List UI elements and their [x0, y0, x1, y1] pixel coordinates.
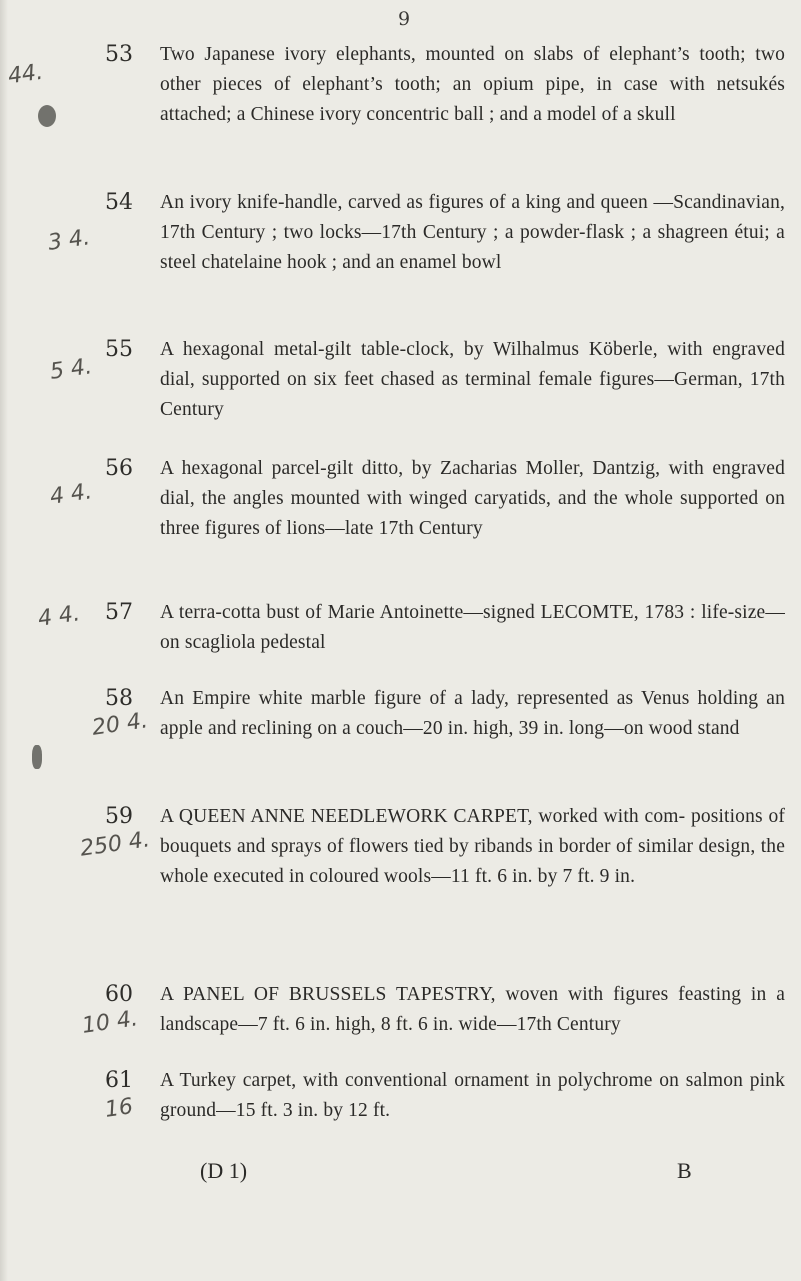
- handwritten-note: 5 4.: [48, 354, 94, 385]
- handwritten-note: 16: [103, 1094, 135, 1123]
- handwritten-note: 4 4.: [36, 601, 82, 632]
- lot-description: A terra-cotta bust of Marie Antoinette—signed LECOMTE, 1783 : life-size—on scagliola pedestal: [160, 602, 785, 653]
- lot-description: A hexagonal metal-gilt table-clock, by Wilhalmus Köberle, with engraved dial, supported on six feet chased as terminal female figures—German, 17th Century: [160, 339, 785, 420]
- lot-number: 60: [105, 982, 133, 1007]
- lot-number: 56: [105, 456, 133, 481]
- lot-description: A Turkey carpet, with conventional ornament in polychrome on salmon pink ground—15 ft. 3 in. by 12 ft.: [160, 1070, 785, 1121]
- lot-description: A PANEL OF BRUSSELS TAPESTRY, woven with figures feasting in a landscape—7 ft. 6 in. high, 8 ft. 6 in. wide—17th Century: [160, 984, 785, 1035]
- lot-number: 58: [105, 686, 133, 711]
- handwritten-note: 10 4.: [80, 1006, 140, 1039]
- lot-number: 57: [105, 600, 133, 625]
- ink-blot: [38, 105, 56, 127]
- lot-description: An ivory knife-handle, carved as figures of a king and queen —Scandinavian, 17th Century ; two locks—17th Century ; a powder-flask ; a shagreen étui; a steel chatelaine hook ; and an enamel bowl: [160, 192, 785, 273]
- lot-number: 61: [105, 1068, 133, 1093]
- handwritten-note: 44.: [6, 59, 45, 90]
- signature-mark: (D 1): [200, 1158, 248, 1183]
- lot-description: A QUEEN ANNE NEEDLEWORK CARPET, worked with com- positions of bouquets and sprays of flowers tied by ribands in border of similar design, the whole executed in coloured wools—11 ft. 6 in. by 7 ft. 9 in.: [160, 806, 785, 887]
- page-number: 9: [397, 8, 411, 30]
- lot-number: 54: [105, 190, 133, 215]
- lot-description: A hexagonal parcel-gilt ditto, by Zacharias Moller, Dantzig, with engraved dial, the angles mounted with winged caryatids, and the whole supported on three figures of lions—late 17th Century: [160, 458, 785, 539]
- page-edge-shadow: [0, 0, 8, 1281]
- handwritten-note: 250 4.: [78, 827, 152, 862]
- handwritten-note: 3 4.: [46, 225, 92, 256]
- lot-number: 55: [105, 337, 133, 362]
- ink-blot: [32, 745, 42, 769]
- signature-letter: B: [677, 1158, 692, 1183]
- lot-description: An Empire white marble figure of a lady, represented as Venus holding an apple and reclining on a couch—20 in. high, 39 in. long—on wood stand: [160, 688, 785, 739]
- handwritten-note: 20 4.: [90, 708, 150, 741]
- lot-number: 59: [105, 804, 133, 829]
- lot-number: 53: [105, 42, 133, 67]
- handwritten-note: 4 4.: [48, 479, 94, 510]
- lot-description: Two Japanese ivory elephants, mounted on slabs of elephant’s tooth; two other pieces of elephant’s tooth; an opium pipe, in case with netsukés attached; a Chinese ivory concentric ball ; and a model of a skull: [160, 44, 785, 125]
